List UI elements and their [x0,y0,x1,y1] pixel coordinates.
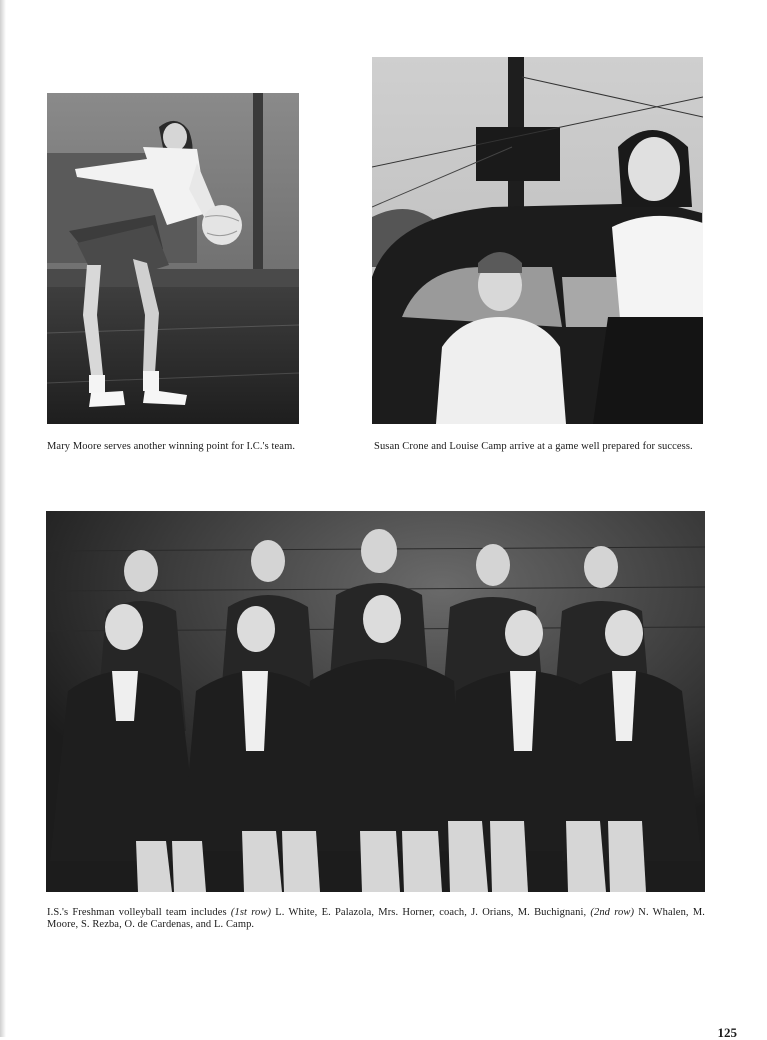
photo-car-arrival [372,57,703,424]
photo-car-arrival-image [372,57,703,424]
caption-car-arrival-text: Susan Crone and Louise Camp arrive at a game well prepared for success. [374,441,693,452]
caption-team-row2-label: (2nd row) [590,907,635,918]
caption-team-portrait [47,907,705,931]
photo-volleyball-serve-image [47,93,299,424]
caption-team-row1-names: L. White, E. Palazola, Mrs. Horner, coach, J. Orians, M. Buchignani, [271,907,591,918]
page-edge-shadow [0,0,6,1037]
caption-team-lead: I.S.'s Freshman volleyball team includes [47,907,231,918]
caption-car-arrival [374,441,702,453]
caption-team-row1-label: (1st row) [230,907,272,918]
photo-team-portrait [46,511,705,892]
caption-volleyball-serve [47,441,299,453]
page-number: 125 [717,1025,737,1040]
caption-volleyball-serve-text: Mary Moore serves another winning point for I.C.'s team. [47,441,296,452]
photo-team-portrait-image [46,511,705,892]
caption-team-row2-names: N. Whalen, M. Moore, S. Rezba, O. de Cardenas, and L. Camp. [47,907,705,930]
photo-volleyball-serve [47,93,299,424]
